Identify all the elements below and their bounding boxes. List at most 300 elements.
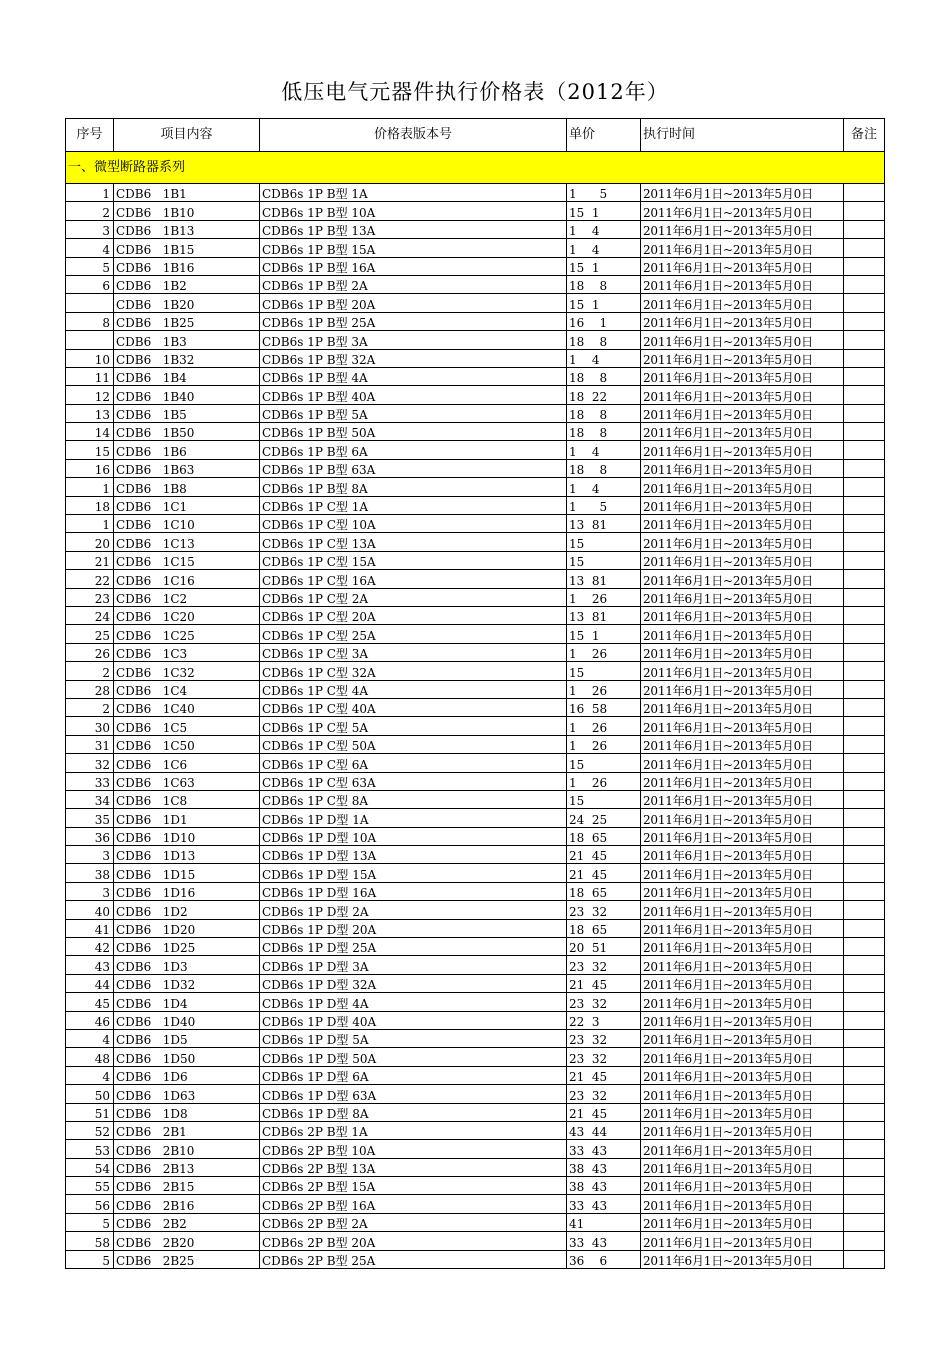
cell-version: CDB6s 1P D型 3A [260, 956, 567, 974]
table-row [66, 1121, 885, 1139]
table-row [66, 367, 885, 385]
cell-time: 2011年6月1日~2013年5月0日 [641, 882, 844, 900]
cell-note [844, 938, 885, 956]
table-row [66, 772, 885, 790]
cell-item: CDB6 1B40 [114, 386, 260, 404]
cell-version: CDB6s 1P D型 13A [260, 846, 567, 864]
cell-price: 33 43 [567, 1232, 641, 1250]
cell-version: CDB6s 2P B型 25A [260, 1250, 567, 1268]
cell-time: 2011年6月1日~2013年5月0日 [641, 735, 844, 753]
cell-price: 23 32 [567, 1085, 641, 1103]
header-note: 备注 [844, 119, 885, 152]
cell-time: 2011年6月1日~2013年5月0日 [641, 1213, 844, 1231]
cell-seq: 41 [66, 919, 114, 937]
cell-item: CDB6 1C3 [114, 643, 260, 661]
cell-time: 2011年6月1日~2013年5月0日 [641, 275, 844, 293]
cell-item: CDB6 1D15 [114, 864, 260, 882]
cell-time: 2011年6月1日~2013年5月0日 [641, 1158, 844, 1176]
cell-price: 1 4 [567, 220, 641, 238]
table-row [66, 220, 885, 238]
cell-time: 2011年6月1日~2013年5月0日 [641, 1140, 844, 1158]
price-table [65, 118, 885, 1269]
cell-time: 2011年6月1日~2013年5月0日 [641, 1085, 844, 1103]
cell-time: 2011年6月1日~2013年5月0日 [641, 772, 844, 790]
cell-price: 18 22 [567, 386, 641, 404]
table-row [66, 515, 885, 533]
cell-time: 2011年6月1日~2013年5月0日 [641, 570, 844, 588]
cell-seq: 54 [66, 1158, 114, 1176]
cell-price: 21 45 [567, 1066, 641, 1084]
cell-price: 1 26 [567, 717, 641, 735]
cell-version: CDB6s 2P B型 13A [260, 1158, 567, 1176]
cell-version: CDB6s 1P C型 1A [260, 496, 567, 514]
cell-price: 1 4 [567, 478, 641, 496]
table-row [66, 882, 885, 900]
cell-seq: 42 [66, 938, 114, 956]
cell-note [844, 698, 885, 716]
cell-price: 18 8 [567, 367, 641, 385]
cell-seq: 12 [66, 386, 114, 404]
cell-item: CDB6 1D10 [114, 827, 260, 845]
cell-price: 23 32 [567, 901, 641, 919]
cell-version: CDB6s 1P C型 15A [260, 551, 567, 569]
cell-price: 1 26 [567, 735, 641, 753]
cell-seq: 28 [66, 680, 114, 698]
cell-version: CDB6s 1P C型 8A [260, 790, 567, 808]
cell-note [844, 827, 885, 845]
cell-price: 41 [567, 1213, 641, 1231]
table-row [66, 625, 885, 643]
cell-note [844, 496, 885, 514]
cell-note [844, 625, 885, 643]
cell-seq: 3 [66, 882, 114, 900]
cell-item: CDB6 1B15 [114, 239, 260, 257]
cell-note [844, 643, 885, 661]
cell-version: CDB6s 1P B型 3A [260, 331, 567, 349]
cell-seq: 13 [66, 404, 114, 422]
cell-version: CDB6s 1P B型 1A [260, 184, 567, 202]
cell-note [844, 790, 885, 808]
cell-item: CDB6 1B8 [114, 478, 260, 496]
cell-time: 2011年6月1日~2013年5月0日 [641, 846, 844, 864]
table-row [66, 1066, 885, 1084]
cell-price: 13 81 [567, 515, 641, 533]
cell-note [844, 1066, 885, 1084]
cell-version: CDB6s 1P D型 20A [260, 919, 567, 937]
cell-note [844, 459, 885, 477]
cell-price: 15 [567, 551, 641, 569]
cell-note [844, 1103, 885, 1121]
cell-note [844, 386, 885, 404]
cell-item: CDB6 1C25 [114, 625, 260, 643]
cell-version: CDB6s 1P D型 4A [260, 993, 567, 1011]
cell-note [844, 846, 885, 864]
cell-seq: 56 [66, 1195, 114, 1213]
cell-time: 2011年6月1日~2013年5月0日 [641, 423, 844, 441]
cell-item: CDB6 1D1 [114, 809, 260, 827]
cell-seq: 34 [66, 790, 114, 808]
cell-item: CDB6 1D2 [114, 901, 260, 919]
cell-item: CDB6 2B25 [114, 1250, 260, 1268]
table-row [66, 1232, 885, 1250]
table-row [66, 478, 885, 496]
cell-item: CDB6 1D13 [114, 846, 260, 864]
cell-time: 2011年6月1日~2013年5月0日 [641, 625, 844, 643]
cell-price: 1 5 [567, 184, 641, 202]
cell-version: CDB6s 1P D型 50A [260, 1048, 567, 1066]
cell-time: 2011年6月1日~2013年5月0日 [641, 790, 844, 808]
table-row [66, 1140, 885, 1158]
cell-note [844, 1250, 885, 1268]
table-row [66, 551, 885, 569]
cell-time: 2011年6月1日~2013年5月0日 [641, 496, 844, 514]
cell-price: 21 45 [567, 974, 641, 992]
cell-price: 43 44 [567, 1121, 641, 1139]
cell-note [844, 993, 885, 1011]
cell-price: 21 45 [567, 846, 641, 864]
cell-seq: 25 [66, 625, 114, 643]
cell-version: CDB6s 2P B型 1A [260, 1121, 567, 1139]
cell-version: CDB6s 1P C型 10A [260, 515, 567, 533]
cell-note [844, 735, 885, 753]
cell-time: 2011年6月1日~2013年5月0日 [641, 1029, 844, 1047]
header-version: 价格表版本号 [260, 119, 567, 152]
cell-time: 2011年6月1日~2013年5月0日 [641, 919, 844, 937]
table-row [66, 441, 885, 459]
cell-seq: 26 [66, 643, 114, 661]
cell-seq: 21 [66, 551, 114, 569]
table-row [66, 386, 885, 404]
cell-seq: 18 [66, 496, 114, 514]
cell-note [844, 864, 885, 882]
cell-note [844, 257, 885, 275]
cell-time: 2011年6月1日~2013年5月0日 [641, 441, 844, 459]
cell-version: CDB6s 1P C型 3A [260, 643, 567, 661]
table-row [66, 294, 885, 312]
cell-seq [66, 294, 114, 312]
cell-price: 15 1 [567, 625, 641, 643]
cell-note [844, 1048, 885, 1066]
table-row [66, 643, 885, 661]
table-row [66, 349, 885, 367]
cell-note [844, 349, 885, 367]
cell-time: 2011年6月1日~2013年5月0日 [641, 974, 844, 992]
cell-version: CDB6s 1P B型 6A [260, 441, 567, 459]
table-row [66, 790, 885, 808]
cell-price: 23 32 [567, 1029, 641, 1047]
cell-seq: 46 [66, 1011, 114, 1029]
cell-item: CDB6 1D63 [114, 1085, 260, 1103]
cell-item: CDB6 1D32 [114, 974, 260, 992]
cell-item: CDB6 1B10 [114, 202, 260, 220]
cell-price: 1 4 [567, 349, 641, 367]
cell-note [844, 901, 885, 919]
table-row [66, 680, 885, 698]
cell-price: 18 8 [567, 331, 641, 349]
table-row [66, 331, 885, 349]
header-time: 执行时间 [641, 119, 844, 152]
cell-time: 2011年6月1日~2013年5月0日 [641, 956, 844, 974]
table-row [66, 588, 885, 606]
cell-version: CDB6s 1P C型 25A [260, 625, 567, 643]
cell-item: CDB6 1B3 [114, 331, 260, 349]
cell-version: CDB6s 2P B型 16A [260, 1195, 567, 1213]
cell-item: CDB6 2B13 [114, 1158, 260, 1176]
cell-seq: 24 [66, 606, 114, 624]
cell-seq: 50 [66, 1085, 114, 1103]
cell-price: 18 8 [567, 423, 641, 441]
cell-seq: 40 [66, 901, 114, 919]
cell-price: 16 1 [567, 312, 641, 330]
cell-seq: 15 [66, 441, 114, 459]
cell-seq: 30 [66, 717, 114, 735]
cell-item: CDB6 1C5 [114, 717, 260, 735]
cell-price: 18 8 [567, 404, 641, 422]
header-price: 单价 [567, 119, 641, 152]
cell-version: CDB6s 2P B型 15A [260, 1177, 567, 1195]
table-row [66, 404, 885, 422]
cell-note [844, 1121, 885, 1139]
table-row [66, 864, 885, 882]
cell-note [844, 239, 885, 257]
cell-item: CDB6 1B1 [114, 184, 260, 202]
cell-seq: 11 [66, 367, 114, 385]
cell-note [844, 717, 885, 735]
table-row [66, 1177, 885, 1195]
cell-item: CDB6 1C40 [114, 698, 260, 716]
cell-item: CDB6 1B5 [114, 404, 260, 422]
cell-time: 2011年6月1日~2013年5月0日 [641, 386, 844, 404]
cell-version: CDB6s 2P B型 20A [260, 1232, 567, 1250]
cell-seq: 35 [66, 809, 114, 827]
cell-price: 1 4 [567, 239, 641, 257]
cell-time: 2011年6月1日~2013年5月0日 [641, 643, 844, 661]
cell-seq [66, 331, 114, 349]
cell-seq: 1 [66, 478, 114, 496]
table-row [66, 662, 885, 680]
cell-price: 38 43 [567, 1158, 641, 1176]
cell-version: CDB6s 1P C型 5A [260, 717, 567, 735]
cell-time: 2011年6月1日~2013年5月0日 [641, 1177, 844, 1195]
cell-price: 1 4 [567, 441, 641, 459]
cell-seq: 2 [66, 662, 114, 680]
cell-price: 15 [567, 662, 641, 680]
cell-note [844, 404, 885, 422]
table-row [66, 202, 885, 220]
cell-item: CDB6 1C13 [114, 533, 260, 551]
table-row [66, 846, 885, 864]
cell-time: 2011年6月1日~2013年5月0日 [641, 717, 844, 735]
section-title: 一、微型断路器系列 [66, 152, 885, 184]
cell-seq: 44 [66, 974, 114, 992]
cell-item: CDB6 1C15 [114, 551, 260, 569]
cell-version: CDB6s 1P C型 6A [260, 754, 567, 772]
cell-time: 2011年6月1日~2013年5月0日 [641, 698, 844, 716]
table-row [66, 827, 885, 845]
cell-price: 15 1 [567, 202, 641, 220]
table-row [66, 1250, 885, 1268]
cell-price: 16 58 [567, 698, 641, 716]
table-row [66, 570, 885, 588]
cell-version: CDB6s 1P D型 25A [260, 938, 567, 956]
table-row [66, 1213, 885, 1231]
cell-note [844, 570, 885, 588]
cell-seq: 48 [66, 1048, 114, 1066]
cell-time: 2011年6月1日~2013年5月0日 [641, 515, 844, 533]
cell-note [844, 1158, 885, 1176]
cell-time: 2011年6月1日~2013年5月0日 [641, 1011, 844, 1029]
cell-time: 2011年6月1日~2013年5月0日 [641, 349, 844, 367]
cell-time: 2011年6月1日~2013年5月0日 [641, 1195, 844, 1213]
cell-item: CDB6 1C32 [114, 662, 260, 680]
table-header-row [66, 119, 885, 152]
table-row [66, 956, 885, 974]
cell-price: 15 [567, 790, 641, 808]
cell-time: 2011年6月1日~2013年5月0日 [641, 533, 844, 551]
cell-seq: 1 [66, 184, 114, 202]
cell-seq: 58 [66, 1232, 114, 1250]
cell-item: CDB6 1D50 [114, 1048, 260, 1066]
table-row [66, 184, 885, 202]
table-row [66, 1195, 885, 1213]
cell-note [844, 882, 885, 900]
cell-time: 2011年6月1日~2013年5月0日 [641, 1103, 844, 1121]
cell-version: CDB6s 1P B型 63A [260, 459, 567, 477]
cell-time: 2011年6月1日~2013年5月0日 [641, 331, 844, 349]
cell-price: 33 43 [567, 1140, 641, 1158]
cell-note [844, 588, 885, 606]
cell-note [844, 919, 885, 937]
cell-time: 2011年6月1日~2013年5月0日 [641, 202, 844, 220]
table-row [66, 1085, 885, 1103]
cell-note [844, 680, 885, 698]
cell-time: 2011年6月1日~2013年5月0日 [641, 184, 844, 202]
cell-version: CDB6s 1P B型 4A [260, 367, 567, 385]
cell-time: 2011年6月1日~2013年5月0日 [641, 551, 844, 569]
cell-version: CDB6s 1P D型 8A [260, 1103, 567, 1121]
cell-item: CDB6 2B16 [114, 1195, 260, 1213]
cell-note [844, 202, 885, 220]
cell-note [844, 515, 885, 533]
cell-time: 2011年6月1日~2013年5月0日 [641, 662, 844, 680]
cell-item: CDB6 1C4 [114, 680, 260, 698]
header-item: 项目内容 [114, 119, 260, 152]
cell-note [844, 423, 885, 441]
cell-price: 33 43 [567, 1195, 641, 1213]
cell-note [844, 754, 885, 772]
cell-time: 2011年6月1日~2013年5月0日 [641, 606, 844, 624]
cell-time: 2011年6月1日~2013年5月0日 [641, 754, 844, 772]
cell-seq: 38 [66, 864, 114, 882]
table-row [66, 257, 885, 275]
cell-note [844, 956, 885, 974]
cell-item: CDB6 1C8 [114, 790, 260, 808]
cell-version: CDB6s 1P C型 63A [260, 772, 567, 790]
cell-note [844, 533, 885, 551]
table-row [66, 312, 885, 330]
cell-note [844, 974, 885, 992]
cell-time: 2011年6月1日~2013年5月0日 [641, 1048, 844, 1066]
cell-note [844, 441, 885, 459]
cell-price: 15 [567, 533, 641, 551]
cell-time: 2011年6月1日~2013年5月0日 [641, 938, 844, 956]
cell-seq: 2 [66, 698, 114, 716]
cell-price: 15 [567, 754, 641, 772]
cell-item: CDB6 1D40 [114, 1011, 260, 1029]
cell-time: 2011年6月1日~2013年5月0日 [641, 809, 844, 827]
cell-price: 1 26 [567, 643, 641, 661]
cell-item: CDB6 1B20 [114, 294, 260, 312]
cell-time: 2011年6月1日~2013年5月0日 [641, 680, 844, 698]
cell-item: CDB6 1B25 [114, 312, 260, 330]
cell-note [844, 478, 885, 496]
cell-version: CDB6s 1P B型 50A [260, 423, 567, 441]
cell-note [844, 1195, 885, 1213]
cell-version: CDB6s 1P D型 16A [260, 882, 567, 900]
cell-seq: 23 [66, 588, 114, 606]
cell-item: CDB6 1D25 [114, 938, 260, 956]
cell-price: 13 81 [567, 570, 641, 588]
cell-item: CDB6 1C16 [114, 570, 260, 588]
cell-item: CDB6 1B4 [114, 367, 260, 385]
cell-price: 18 65 [567, 919, 641, 937]
cell-version: CDB6s 2P B型 10A [260, 1140, 567, 1158]
cell-note [844, 184, 885, 202]
cell-note [844, 551, 885, 569]
table-row [66, 809, 885, 827]
cell-note [844, 1177, 885, 1195]
cell-note [844, 662, 885, 680]
table-row [66, 1029, 885, 1047]
cell-item: CDB6 1D16 [114, 882, 260, 900]
header-seq: 序号 [66, 119, 114, 152]
cell-price: 1 5 [567, 496, 641, 514]
table-row [66, 1158, 885, 1176]
cell-item: CDB6 1D5 [114, 1029, 260, 1047]
cell-version: CDB6s 1P B型 15A [260, 239, 567, 257]
cell-seq: 6 [66, 275, 114, 293]
table-row [66, 901, 885, 919]
cell-item: CDB6 1D4 [114, 993, 260, 1011]
cell-price: 20 51 [567, 938, 641, 956]
cell-seq: 20 [66, 533, 114, 551]
cell-version: CDB6s 1P C型 20A [260, 606, 567, 624]
cell-price: 24 25 [567, 809, 641, 827]
cell-version: CDB6s 1P C型 50A [260, 735, 567, 753]
cell-note [844, 772, 885, 790]
cell-seq: 22 [66, 570, 114, 588]
cell-item: CDB6 2B2 [114, 1213, 260, 1231]
table-row [66, 1011, 885, 1029]
cell-note [844, 275, 885, 293]
cell-price: 13 81 [567, 606, 641, 624]
cell-time: 2011年6月1日~2013年5月0日 [641, 294, 844, 312]
cell-item: CDB6 1C10 [114, 515, 260, 533]
cell-seq: 31 [66, 735, 114, 753]
table-row [66, 275, 885, 293]
cell-price: 23 32 [567, 956, 641, 974]
cell-item: CDB6 2B15 [114, 1177, 260, 1195]
cell-item: CDB6 1C20 [114, 606, 260, 624]
cell-item: CDB6 1D20 [114, 919, 260, 937]
cell-seq: 55 [66, 1177, 114, 1195]
cell-version: CDB6s 1P D型 63A [260, 1085, 567, 1103]
cell-seq: 36 [66, 827, 114, 845]
table-row [66, 993, 885, 1011]
cell-version: CDB6s 1P C型 2A [260, 588, 567, 606]
cell-seq: 4 [66, 1029, 114, 1047]
cell-seq: 3 [66, 846, 114, 864]
